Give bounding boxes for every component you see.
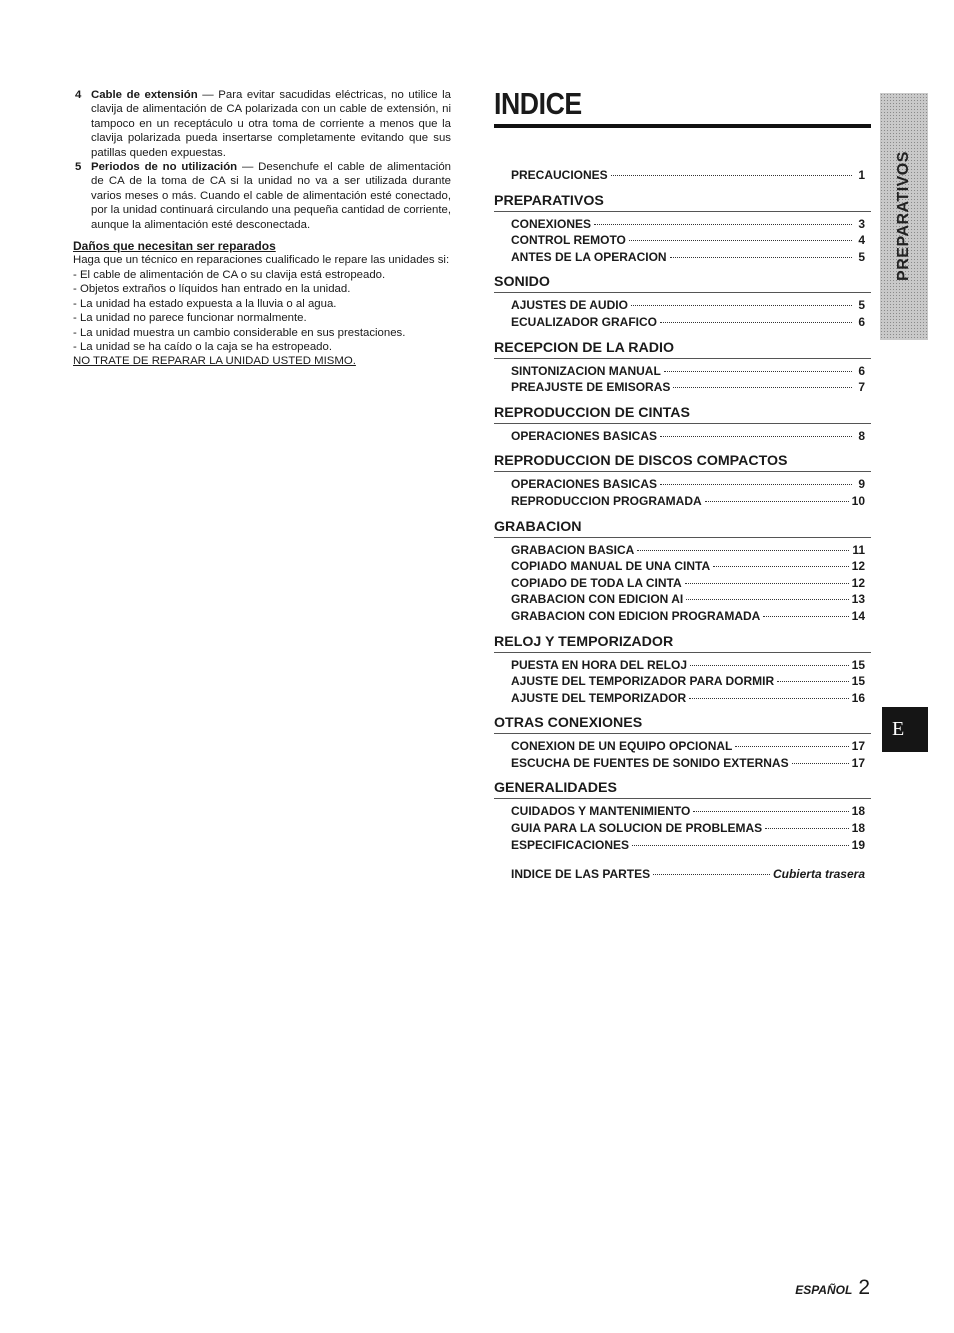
toc-entry-label: ESPECIFICACIONES: [511, 837, 630, 852]
repair-warning: NO TRATE DE REPARAR LA UNIDAD USTED MISMO.: [73, 355, 356, 368]
toc-entry[interactable]: [494, 755, 871, 772]
repair-intro: Haga que un técnico en reparaciones cualificado le repare las unidades si:: [73, 254, 450, 267]
repair-list-item: - El cable de alimentación de CA o su clavija está estropeado.: [73, 268, 386, 281]
toc-section: [494, 634, 871, 707]
toc-entry[interactable]: [494, 558, 871, 575]
toc-entry-page: 12: [851, 559, 865, 574]
leader-dots: [653, 874, 770, 875]
toc-entry-page: 5: [858, 298, 865, 313]
toc-entry-page: 17: [851, 739, 865, 754]
toc-entry-page: 13: [851, 592, 865, 607]
toc-entry-label: PRECAUCIONES: [511, 168, 608, 182]
toc-entry-page: 7: [858, 380, 865, 395]
toc-section: [494, 274, 871, 330]
leader-dots: [763, 616, 848, 617]
toc-entry[interactable]: [494, 738, 871, 755]
toc-section-title: OTRAS CONEXIONES: [494, 715, 871, 734]
toc-entry-page: 14: [851, 608, 865, 623]
toc-entry-page: 18: [851, 804, 865, 819]
leader-dots: [631, 305, 852, 306]
toc-entry[interactable]: [494, 249, 871, 266]
toc-entry-label: COPIADO MANUAL DE UNA CINTA: [511, 559, 711, 574]
footer-language: ESPAÑOL: [795, 1283, 853, 1297]
toc-section-title: RELOJ Y TEMPORIZADOR: [494, 634, 871, 653]
toc-entry-page: 16: [851, 690, 865, 705]
leader-dots: [611, 175, 852, 176]
toc-sections: [494, 193, 871, 854]
toc-entry-parts-index[interactable]: [494, 866, 871, 883]
index-title: INDICE: [494, 86, 582, 121]
item-title: Cable de extensión: [91, 89, 198, 101]
toc-entry-page: 17: [851, 755, 865, 770]
toc-entry-page: 19: [851, 837, 865, 852]
toc-section-title: RECEPCION DE LA RADIO: [494, 340, 871, 359]
item-text: — Para evitar sacudidas eléctricas, no utilice la clavija de alimentación de CA polarizada con un cable de extensión, ni tampoco en un receptáculo u otra toma de corriente a menos que la clavija polarizada pueda insertarse completamente evitando que sus patillas queden expuestas.: [91, 89, 451, 159]
toc-entry[interactable]: [494, 690, 871, 707]
toc-section-title: PREPARATIVOS: [494, 193, 871, 212]
toc-entry-page: 12: [851, 575, 865, 590]
toc-section: [494, 780, 871, 853]
toc-entry[interactable]: [494, 608, 871, 625]
item-number: 4: [75, 89, 82, 101]
item-number: 5: [75, 161, 82, 174]
toc-section-entries: [494, 363, 871, 396]
toc-entry-label: CONEXIONES: [511, 216, 592, 231]
toc-entry-label: REPRODUCCION PROGRAMADA: [511, 493, 702, 508]
toc-entry-label: CUIDADOS Y MANTENIMIENTO: [511, 804, 691, 819]
toc-entry-page: 8: [858, 428, 865, 443]
leader-dots: [637, 550, 849, 551]
toc-section-entries: [494, 738, 871, 771]
leader-dots: [690, 665, 849, 666]
toc-section-entries: [494, 216, 871, 266]
toc-entry[interactable]: [494, 216, 871, 233]
toc-entry-label: PREAJUSTE DE EMISORAS: [511, 380, 671, 395]
toc-entry[interactable]: [494, 820, 871, 837]
toc-entry-page: 6: [858, 314, 865, 329]
repair-list: [73, 268, 451, 354]
toc-entry[interactable]: [494, 428, 871, 445]
item-title: Periodos de no utilización: [91, 161, 238, 174]
toc-entry-label: GRABACION BASICA: [511, 542, 635, 557]
toc-entry-label: AJUSTES DE AUDIO: [511, 298, 628, 313]
toc-section: [494, 519, 871, 625]
leader-dots: [670, 257, 852, 258]
toc-entry-label: OPERACIONES BASICAS: [511, 428, 658, 443]
toc-entry-label: INDICE DE LAS PARTES: [511, 867, 651, 882]
repair-list-item: - La unidad no parece funcionar normalmente.: [73, 312, 307, 325]
toc-entry[interactable]: [494, 591, 871, 608]
toc-section-entries: [494, 476, 871, 509]
item-text: — Desenchufe el cable de alimentación de CA de la toma de CA si la unidad no va a ser utilizada durante varios meses o más. Cuando el cable de alimentación esté conectado, por la unidad continuará circulando una pequeña cantidad de corriente, aunque la alimentación esté desconectada.: [91, 161, 451, 231]
leader-dots: [735, 746, 848, 747]
toc-entry[interactable]: [494, 673, 871, 690]
toc-entry[interactable]: [494, 379, 871, 396]
leader-dots: [632, 845, 849, 846]
toc-entry-label: GUIA PARA LA SOLUCION DE PROBLEMAS: [511, 821, 763, 836]
toc-entry-label: COPIADO DE TODA LA CINTA: [511, 575, 682, 590]
toc-entry[interactable]: [494, 314, 871, 331]
leader-dots: [705, 501, 849, 502]
leader-dots: [693, 811, 848, 812]
left-column: [73, 88, 451, 369]
toc-entry[interactable]: [494, 493, 871, 510]
toc-entry[interactable]: [494, 837, 871, 854]
title-rule: [494, 124, 871, 128]
toc-entry-page: 15: [851, 657, 865, 672]
toc-section-title: SONIDO: [494, 274, 871, 293]
leader-dots: [660, 436, 852, 437]
toc-entry-page: 11: [852, 542, 865, 557]
toc-section-title: REPRODUCCION DE CINTAS: [494, 405, 871, 424]
leader-dots: [713, 566, 849, 567]
repair-list-item: - La unidad se ha caído o la caja se ha estropeado.: [73, 340, 333, 353]
toc-entry-page: 3: [858, 216, 865, 231]
toc-section: [494, 405, 871, 445]
toc-entry-page: 5: [858, 249, 865, 264]
toc-entry-page: 6: [858, 363, 865, 378]
toc-section-entries: [494, 428, 871, 445]
toc-entry-label: GRABACION CON EDICION PROGRAMADA: [511, 608, 761, 623]
toc-entry-page: 18: [851, 821, 865, 836]
toc-section: [494, 340, 871, 396]
toc-entry-label: ANTES DE LA OPERACION: [511, 249, 667, 264]
toc-section-title: REPRODUCCION DE DISCOS COMPACTOS: [494, 453, 871, 472]
toc-section: [494, 715, 871, 771]
toc-entry-page: 10: [851, 493, 865, 508]
toc-entry-label: GRABACION CON EDICION AI: [511, 592, 684, 607]
toc-entry-precauciones[interactable]: [494, 167, 871, 184]
leader-dots: [660, 484, 852, 485]
toc-entry-label: CONEXION DE UN EQUIPO OPCIONAL: [511, 739, 733, 754]
language-tab-letter: E: [892, 718, 905, 740]
toc-entry-page: 4: [858, 233, 865, 248]
toc-entry-label: SINTONIZACION MANUAL: [511, 363, 661, 378]
toc-entry[interactable]: [494, 297, 871, 314]
toc-entry-label: AJUSTE DEL TEMPORIZADOR: [511, 690, 687, 705]
repair-heading: Daños que necesitan ser reparados: [73, 239, 276, 254]
leader-dots: [686, 599, 848, 600]
leader-dots: [629, 240, 852, 241]
leader-dots: [685, 583, 849, 584]
leader-dots: [594, 224, 852, 225]
leader-dots: [765, 828, 849, 829]
leader-dots: [777, 681, 849, 682]
safety-item-4: [73, 88, 451, 160]
toc-entry[interactable]: [494, 363, 871, 380]
toc-section-title: GENERALIDADES: [494, 780, 871, 799]
repair-list-item: - La unidad ha estado expuesta a la lluvia o al agua.: [73, 297, 337, 310]
page-number: 2: [858, 1276, 870, 1299]
leader-dots: [673, 387, 852, 388]
toc-section-entries: [494, 657, 871, 707]
toc-entry[interactable]: [494, 542, 871, 559]
toc-entry[interactable]: [494, 232, 871, 249]
leader-dots: [792, 763, 849, 764]
side-tab-label: PREPARATIVOS: [895, 151, 912, 281]
toc-entry[interactable]: [494, 476, 871, 493]
repair-list-item: - Objetos extraños o líquidos han entrado en la unidad.: [73, 283, 351, 296]
toc-entry[interactable]: [494, 657, 871, 674]
table-of-contents: [494, 167, 871, 883]
safety-item-5: [73, 160, 451, 232]
leader-dots: [660, 322, 852, 323]
toc-section-entries: [494, 297, 871, 330]
toc-entry[interactable]: [494, 575, 871, 592]
toc-section-title: GRABACION: [494, 519, 871, 538]
toc-entry-label: CONTROL REMOTO: [511, 233, 626, 248]
toc-section: [494, 193, 871, 266]
toc-entry-page: Cubierta trasera: [772, 867, 865, 882]
toc-entry-label: PUESTA EN HORA DEL RELOJ: [511, 657, 688, 672]
toc-entry-page: 9: [858, 477, 865, 492]
toc-entry-label: AJUSTE DEL TEMPORIZADOR PARA DORMIR: [511, 674, 775, 689]
leader-dots: [664, 371, 852, 372]
toc-entry-label: ESCUCHA DE FUENTES DE SONIDO EXTERNAS: [511, 755, 789, 770]
language-tab: [882, 707, 928, 752]
toc-entry[interactable]: [494, 803, 871, 820]
page-footer: [795, 1276, 870, 1300]
toc-entry-page: 15: [851, 674, 865, 689]
toc-section: [494, 453, 871, 509]
leader-dots: [689, 698, 849, 699]
toc-entry-label: OPERACIONES BASICAS: [511, 477, 658, 492]
toc-entry-label: ECUALIZADOR GRAFICO: [511, 314, 657, 329]
toc-section-entries: [494, 803, 871, 853]
repair-list-item: - La unidad muestra un cambio considerable en sus prestaciones.: [73, 326, 406, 339]
toc-entry-page: 1: [858, 168, 865, 182]
toc-section-entries: [494, 542, 871, 625]
